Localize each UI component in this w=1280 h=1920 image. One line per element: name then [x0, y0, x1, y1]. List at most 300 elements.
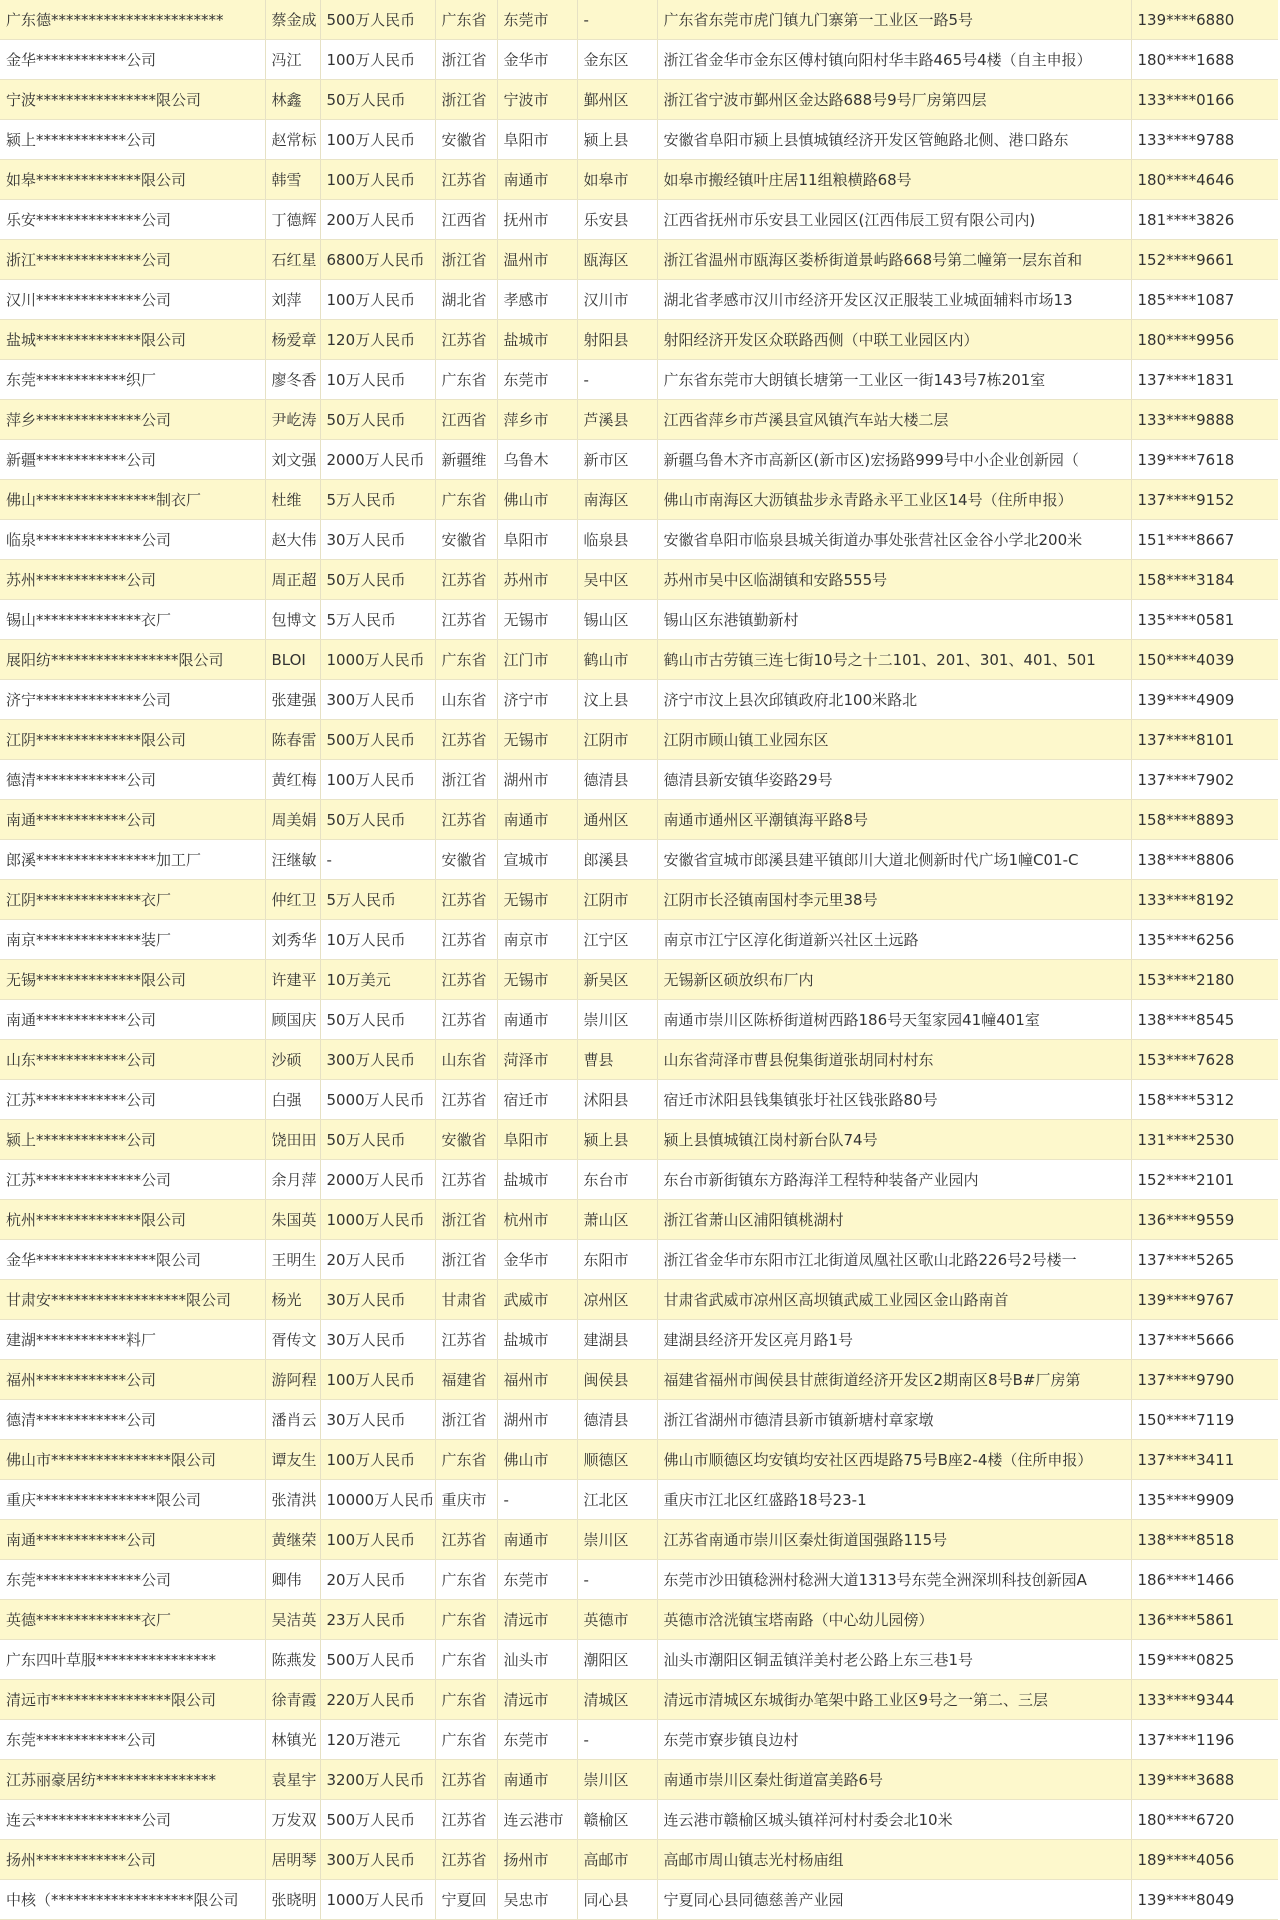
cell-address: 宁夏同心县同德慈善产业园 [657, 1880, 1131, 1920]
cell-district: 通州区 [577, 800, 657, 840]
cell-phone: 133****9888 [1131, 400, 1278, 440]
cell-phone: 159****0825 [1131, 1640, 1278, 1680]
cell-district: - [577, 360, 657, 400]
cell-address: 江西省抚州市乐安县工业园区(江西伟辰工贸有限公司内) [657, 200, 1131, 240]
cell-legal-rep: 万发双 [265, 1800, 320, 1840]
cell-capital: 100万人民币 [320, 1520, 435, 1560]
cell-city: 萍乡市 [497, 400, 577, 440]
cell-company: 福州************公司 [0, 1360, 265, 1400]
cell-province: 江苏省 [435, 1000, 497, 1040]
cell-capital: 300万人民币 [320, 680, 435, 720]
cell-phone: 150****4039 [1131, 640, 1278, 680]
table-row [0, 1720, 1278, 1760]
cell-address: 广东省东莞市大朗镇长塘第一工业区一街143号7栋201室 [657, 360, 1131, 400]
cell-capital: 2000万人民币 [320, 440, 435, 480]
cell-company: 宁波****************限公司 [0, 80, 265, 120]
cell-district: 如皋市 [577, 160, 657, 200]
cell-legal-rep: 陈燕发 [265, 1640, 320, 1680]
cell-company: 如皋**************限公司 [0, 160, 265, 200]
cell-address: 南通市崇川区秦灶街道富美路6号 [657, 1760, 1131, 1800]
cell-city: 金华市 [497, 40, 577, 80]
cell-legal-rep: 赵大伟 [265, 520, 320, 560]
cell-legal-rep: 袁星宇 [265, 1760, 320, 1800]
cell-province: 安徽省 [435, 120, 497, 160]
cell-legal-rep: 仲红卫 [265, 880, 320, 920]
cell-address: 湖北省孝感市汉川市经济开发区汉正服装工业城面辅料市场13 [657, 280, 1131, 320]
cell-city: 乌鲁木 [497, 440, 577, 480]
cell-province: 甘肃省 [435, 1280, 497, 1320]
cell-capital: 5万人民币 [320, 880, 435, 920]
cell-capital: 30万人民币 [320, 1400, 435, 1440]
cell-district: 江北区 [577, 1480, 657, 1520]
cell-phone: 137****9790 [1131, 1360, 1278, 1400]
cell-district: 德清县 [577, 1400, 657, 1440]
cell-district: 清城区 [577, 1680, 657, 1720]
cell-district: 闽侯县 [577, 1360, 657, 1400]
cell-phone: 133****9344 [1131, 1680, 1278, 1720]
cell-district: 东台市 [577, 1160, 657, 1200]
cell-province: 浙江省 [435, 40, 497, 80]
cell-legal-rep: 居明琴 [265, 1840, 320, 1880]
cell-city: 南通市 [497, 800, 577, 840]
cell-province: 广东省 [435, 360, 497, 400]
cell-company: 山东************公司 [0, 1040, 265, 1080]
cell-phone: 180****9956 [1131, 320, 1278, 360]
cell-city: 无锡市 [497, 960, 577, 1000]
cell-city: 盐城市 [497, 1160, 577, 1200]
cell-legal-rep: 黄红梅 [265, 760, 320, 800]
cell-company: 金华****************限公司 [0, 1240, 265, 1280]
cell-phone: 133****9788 [1131, 120, 1278, 160]
cell-capital: 2000万人民币 [320, 1160, 435, 1200]
cell-city: 东莞市 [497, 0, 577, 40]
cell-address: 安徽省阜阳市临泉县城关街道办事处张营社区金谷小学北200米 [657, 520, 1131, 560]
cell-capital: 1000万人民币 [320, 1880, 435, 1920]
cell-capital: 50万人民币 [320, 1120, 435, 1160]
cell-district: 金东区 [577, 40, 657, 80]
table-row [0, 1320, 1278, 1360]
cell-capital: 1000万人民币 [320, 1200, 435, 1240]
cell-address: 浙江省湖州市德清县新市镇新塘村章家墩 [657, 1400, 1131, 1440]
cell-legal-rep: 刘文强 [265, 440, 320, 480]
table-row [0, 80, 1278, 120]
cell-phone: 158****3184 [1131, 560, 1278, 600]
table-row [0, 1200, 1278, 1240]
cell-legal-rep: 张晓明 [265, 1880, 320, 1920]
cell-province: 浙江省 [435, 1200, 497, 1240]
table-row [0, 1440, 1278, 1480]
cell-company: 无锡**************限公司 [0, 960, 265, 1000]
table-row [0, 320, 1278, 360]
cell-province: 江苏省 [435, 960, 497, 1000]
cell-company: 连云**************公司 [0, 1800, 265, 1840]
cell-phone: 135****6256 [1131, 920, 1278, 960]
table-row [0, 840, 1278, 880]
cell-address: 重庆市江北区红盛路18号23-1 [657, 1480, 1131, 1520]
cell-province: 安徽省 [435, 1120, 497, 1160]
cell-province: 江苏省 [435, 1760, 497, 1800]
cell-company: 新疆************公司 [0, 440, 265, 480]
cell-address: 鹤山市古劳镇三连七街10号之十二101、201、301、401、501 [657, 640, 1131, 680]
cell-capital: 100万人民币 [320, 1440, 435, 1480]
cell-city: 武威市 [497, 1280, 577, 1320]
cell-district: 临泉县 [577, 520, 657, 560]
table-row [0, 800, 1278, 840]
cell-city: 阜阳市 [497, 1120, 577, 1160]
cell-province: 江苏省 [435, 560, 497, 600]
cell-phone: 180****4646 [1131, 160, 1278, 200]
cell-capital: 100万人民币 [320, 160, 435, 200]
cell-district: 英德市 [577, 1600, 657, 1640]
cell-phone: 135****0581 [1131, 600, 1278, 640]
cell-city: 南通市 [497, 1520, 577, 1560]
cell-district: 德清县 [577, 760, 657, 800]
cell-phone: 153****7628 [1131, 1040, 1278, 1080]
cell-company: 东莞************织厂 [0, 360, 265, 400]
cell-province: 广东省 [435, 1680, 497, 1720]
cell-district: 乐安县 [577, 200, 657, 240]
table-row [0, 1840, 1278, 1880]
cell-legal-rep: 黄继荣 [265, 1520, 320, 1560]
cell-company: 展阳纺*****************限公司 [0, 640, 265, 680]
cell-province: 新疆维 [435, 440, 497, 480]
cell-city: 苏州市 [497, 560, 577, 600]
cell-company: 佛山****************制衣厂 [0, 480, 265, 520]
cell-phone: 150****7119 [1131, 1400, 1278, 1440]
cell-company: 南通************公司 [0, 1520, 265, 1560]
cell-legal-rep: 陈春雷 [265, 720, 320, 760]
cell-capital: 220万人民币 [320, 1680, 435, 1720]
cell-phone: 152****2101 [1131, 1160, 1278, 1200]
table-row [0, 720, 1278, 760]
cell-address: 建湖县经济开发区亮月路1号 [657, 1320, 1131, 1360]
table-row [0, 440, 1278, 480]
cell-phone: 137****1831 [1131, 360, 1278, 400]
cell-city: 无锡市 [497, 880, 577, 920]
cell-company: 江阴**************限公司 [0, 720, 265, 760]
cell-phone: 139****7618 [1131, 440, 1278, 480]
table-row [0, 120, 1278, 160]
cell-address: 苏州市吴中区临湖镇和安路555号 [657, 560, 1131, 600]
cell-address: 佛山市顺德区均安镇均安社区西堤路75号B座2-4楼（住所申报） [657, 1440, 1131, 1480]
cell-address: 济宁市汶上县次邱镇政府北100米路北 [657, 680, 1131, 720]
cell-province: 江苏省 [435, 1800, 497, 1840]
table-row [0, 360, 1278, 400]
cell-address: 浙江省金华市东阳市江北街道凤凰社区歌山北路226号2号楼一 [657, 1240, 1131, 1280]
cell-district: 鹤山市 [577, 640, 657, 680]
table-row [0, 1360, 1278, 1400]
cell-city: 宣城市 [497, 840, 577, 880]
cell-legal-rep: 周正超 [265, 560, 320, 600]
cell-address: 无锡新区硕放织布厂内 [657, 960, 1131, 1000]
cell-province: 浙江省 [435, 760, 497, 800]
cell-city: 南通市 [497, 1760, 577, 1800]
cell-legal-rep: 许建平 [265, 960, 320, 1000]
cell-city: 清远市 [497, 1680, 577, 1720]
cell-capital: 500万人民币 [320, 1800, 435, 1840]
cell-province: 江苏省 [435, 1840, 497, 1880]
cell-phone: 152****9661 [1131, 240, 1278, 280]
cell-capital: 3200万人民币 [320, 1760, 435, 1800]
cell-address: 福建省福州市闽侯县甘蔗街道经济开发区2期南区8号B#厂房第 [657, 1360, 1131, 1400]
cell-capital: 100万人民币 [320, 40, 435, 80]
cell-company: 江苏丽豪居纺**************** [0, 1760, 265, 1800]
cell-capital: 5万人民币 [320, 480, 435, 520]
cell-capital: 30万人民币 [320, 520, 435, 560]
cell-phone: 139****8049 [1131, 1880, 1278, 1920]
cell-legal-rep: 冯江 [265, 40, 320, 80]
cell-legal-rep: 韩雪 [265, 160, 320, 200]
cell-city: 阜阳市 [497, 520, 577, 560]
cell-address: 江阴市长泾镇南国村李元里38号 [657, 880, 1131, 920]
cell-legal-rep: 沙硕 [265, 1040, 320, 1080]
cell-province: 广东省 [435, 1600, 497, 1640]
cell-address: 东台市新街镇东方路海洋工程特种装备产业园内 [657, 1160, 1131, 1200]
cell-province: 山东省 [435, 680, 497, 720]
cell-capital: 23万人民币 [320, 1600, 435, 1640]
table-row [0, 240, 1278, 280]
cell-legal-rep: 朱国英 [265, 1200, 320, 1240]
cell-province: 江苏省 [435, 880, 497, 920]
cell-address: 射阳经济开发区众联路西侧（中联工业园区内） [657, 320, 1131, 360]
cell-legal-rep: 包博文 [265, 600, 320, 640]
table-row [0, 1280, 1278, 1320]
cell-district: 汉川市 [577, 280, 657, 320]
cell-address: 如皋市搬经镇叶庄居11组粮横路68号 [657, 160, 1131, 200]
cell-province: 江苏省 [435, 800, 497, 840]
cell-address: 甘肃省武威市凉州区高坝镇武威工业园区金山路南首 [657, 1280, 1131, 1320]
cell-district: 崇川区 [577, 1760, 657, 1800]
cell-district: 颍上县 [577, 120, 657, 160]
table-row [0, 1480, 1278, 1520]
cell-company: 江阴**************衣厂 [0, 880, 265, 920]
table-row [0, 760, 1278, 800]
cell-phone: 137****7902 [1131, 760, 1278, 800]
cell-address: 佛山市南海区大沥镇盐步永青路永平工业区14号（住所申报） [657, 480, 1131, 520]
cell-address: 清远市清城区东城街办笔架中路工业区9号之一第二、三层 [657, 1680, 1131, 1720]
cell-legal-rep: 潘肖云 [265, 1400, 320, 1440]
cell-company: 重庆****************限公司 [0, 1480, 265, 1520]
cell-city: 温州市 [497, 240, 577, 280]
cell-company: 东莞**************公司 [0, 1560, 265, 1600]
cell-city: 东莞市 [497, 1720, 577, 1760]
table-row [0, 1240, 1278, 1280]
cell-company: 南通************公司 [0, 1000, 265, 1040]
table-row [0, 200, 1278, 240]
cell-province: 宁夏回 [435, 1880, 497, 1920]
cell-district: - [577, 1720, 657, 1760]
cell-phone: 137****9152 [1131, 480, 1278, 520]
cell-capital: 100万人民币 [320, 120, 435, 160]
cell-district: 凉州区 [577, 1280, 657, 1320]
cell-phone: 136****5861 [1131, 1600, 1278, 1640]
cell-legal-rep: 张清洪 [265, 1480, 320, 1520]
cell-city: 福州市 [497, 1360, 577, 1400]
cell-district: 江阴市 [577, 720, 657, 760]
cell-company: 广东四叶草服**************** [0, 1640, 265, 1680]
cell-city: 无锡市 [497, 600, 577, 640]
cell-address: 浙江省温州市瓯海区娄桥街道景屿路668号第二幢第一层东首和 [657, 240, 1131, 280]
cell-capital: 100万人民币 [320, 1360, 435, 1400]
cell-company: 江苏************公司 [0, 1080, 265, 1120]
cell-phone: 189****4056 [1131, 1840, 1278, 1880]
table-row [0, 680, 1278, 720]
cell-phone: 135****9909 [1131, 1480, 1278, 1520]
cell-city: 孝感市 [497, 280, 577, 320]
table-row [0, 960, 1278, 1000]
cell-legal-rep: 刘秀华 [265, 920, 320, 960]
cell-capital: 5000万人民币 [320, 1080, 435, 1120]
cell-phone: 137****8101 [1131, 720, 1278, 760]
cell-district: 汶上县 [577, 680, 657, 720]
cell-address: 南通市崇川区陈桥街道树西路186号天玺家园41幢401室 [657, 1000, 1131, 1040]
cell-legal-rep: BLOI [265, 640, 320, 680]
cell-address: 山东省菏泽市曹县倪集街道张胡同村村东 [657, 1040, 1131, 1080]
cell-address: 新疆乌鲁木齐市高新区(新市区)宏扬路999号中小企业创新园（ [657, 440, 1131, 480]
cell-province: 重庆市 [435, 1480, 497, 1520]
table-row [0, 1000, 1278, 1040]
cell-district: 建湖县 [577, 1320, 657, 1360]
cell-city: 南通市 [497, 160, 577, 200]
cell-legal-rep: 杨光 [265, 1280, 320, 1320]
cell-legal-rep: 周美娟 [265, 800, 320, 840]
cell-district: - [577, 1560, 657, 1600]
cell-province: 安徽省 [435, 520, 497, 560]
cell-company: 锡山**************衣厂 [0, 600, 265, 640]
cell-phone: 180****6720 [1131, 1800, 1278, 1840]
table-row [0, 0, 1278, 40]
cell-city: 东莞市 [497, 1560, 577, 1600]
cell-district: - [577, 0, 657, 40]
table-row [0, 40, 1278, 80]
cell-address: 浙江省金华市金东区傅村镇向阳村华丰路465号4楼（自主申报） [657, 40, 1131, 80]
cell-legal-rep: 白强 [265, 1080, 320, 1120]
cell-legal-rep: 饶田田 [265, 1120, 320, 1160]
cell-capital: 5万人民币 [320, 600, 435, 640]
cell-address: 安徽省阜阳市颍上县慎城镇经济开发区管鲍路北侧、港口路东 [657, 120, 1131, 160]
cell-legal-rep: 林鑫 [265, 80, 320, 120]
cell-legal-rep: 余月萍 [265, 1160, 320, 1200]
cell-company: 甘肃安******************限公司 [0, 1280, 265, 1320]
table-row [0, 920, 1278, 960]
cell-company: 盐城**************限公司 [0, 320, 265, 360]
cell-address: 广东省东莞市虎门镇九门寨第一工业区一路5号 [657, 0, 1131, 40]
cell-phone: 137****3411 [1131, 1440, 1278, 1480]
cell-city: 抚州市 [497, 200, 577, 240]
cell-phone: 185****1087 [1131, 280, 1278, 320]
table-row [0, 280, 1278, 320]
cell-city: 佛山市 [497, 1440, 577, 1480]
table-row [0, 1680, 1278, 1720]
cell-capital: 10000万人民币 [320, 1480, 435, 1520]
cell-city: 金华市 [497, 1240, 577, 1280]
cell-phone: 158****5312 [1131, 1080, 1278, 1120]
cell-company: 建湖************料厂 [0, 1320, 265, 1360]
table-row [0, 160, 1278, 200]
cell-province: 广东省 [435, 1440, 497, 1480]
cell-legal-rep: 赵常标 [265, 120, 320, 160]
cell-province: 江苏省 [435, 1320, 497, 1360]
cell-company: 东莞************公司 [0, 1720, 265, 1760]
cell-capital: 500万人民币 [320, 720, 435, 760]
cell-company: 佛山市****************限公司 [0, 1440, 265, 1480]
cell-legal-rep: 汪继敏 [265, 840, 320, 880]
cell-company: 中核（*******************限公司 [0, 1880, 265, 1920]
cell-city: 汕头市 [497, 1640, 577, 1680]
cell-city: 盐城市 [497, 320, 577, 360]
cell-capital: 300万人民币 [320, 1840, 435, 1880]
cell-address: 安徽省宣城市郎溪县建平镇郎川大道北侧新时代广场1幢C01-C [657, 840, 1131, 880]
cell-capital: 50万人民币 [320, 80, 435, 120]
cell-province: 江苏省 [435, 1160, 497, 1200]
cell-address: 德清县新安镇华姿路29号 [657, 760, 1131, 800]
cell-capital: 20万人民币 [320, 1560, 435, 1600]
cell-district: 射阳县 [577, 320, 657, 360]
cell-city: 东莞市 [497, 360, 577, 400]
cell-capital: 500万人民币 [320, 1640, 435, 1680]
cell-phone: 181****3826 [1131, 200, 1278, 240]
cell-district: 锡山区 [577, 600, 657, 640]
cell-province: 江苏省 [435, 1520, 497, 1560]
cell-company: 金华************公司 [0, 40, 265, 80]
table-row [0, 1560, 1278, 1600]
cell-city: 扬州市 [497, 1840, 577, 1880]
table-row [0, 1880, 1278, 1920]
cell-legal-rep: 石红星 [265, 240, 320, 280]
table-row [0, 880, 1278, 920]
table-row [0, 560, 1278, 600]
cell-city: 佛山市 [497, 480, 577, 520]
cell-company: 济宁**************公司 [0, 680, 265, 720]
table-row [0, 520, 1278, 560]
cell-phone: 151****8667 [1131, 520, 1278, 560]
cell-company: 浙江**************公司 [0, 240, 265, 280]
cell-province: 江苏省 [435, 720, 497, 760]
cell-province: 广东省 [435, 1640, 497, 1680]
cell-legal-rep: 吴洁英 [265, 1600, 320, 1640]
cell-district: 赣榆区 [577, 1800, 657, 1840]
cell-phone: 137****5666 [1131, 1320, 1278, 1360]
cell-province: 江苏省 [435, 160, 497, 200]
cell-district: 南海区 [577, 480, 657, 520]
cell-province: 浙江省 [435, 80, 497, 120]
cell-phone: 158****8893 [1131, 800, 1278, 840]
cell-city: 盐城市 [497, 1320, 577, 1360]
cell-capital: 30万人民币 [320, 1320, 435, 1360]
cell-legal-rep: 游阿程 [265, 1360, 320, 1400]
cell-phone: 137****5265 [1131, 1240, 1278, 1280]
cell-province: 江西省 [435, 200, 497, 240]
cell-legal-rep: 刘萍 [265, 280, 320, 320]
cell-province: 广东省 [435, 480, 497, 520]
cell-city: 吴忠市 [497, 1880, 577, 1920]
cell-legal-rep: 尹屹涛 [265, 400, 320, 440]
cell-legal-rep: 王明生 [265, 1240, 320, 1280]
cell-legal-rep: 胥传文 [265, 1320, 320, 1360]
cell-legal-rep: 蔡金成 [265, 0, 320, 40]
cell-capital: - [320, 840, 435, 880]
table-row [0, 1400, 1278, 1440]
cell-company: 英德**************衣厂 [0, 1600, 265, 1640]
cell-province: 广东省 [435, 640, 497, 680]
cell-phone: 138****8545 [1131, 1000, 1278, 1040]
cell-capital: 10万人民币 [320, 920, 435, 960]
cell-legal-rep: 杨爱章 [265, 320, 320, 360]
cell-company: 广东德*********************** [0, 0, 265, 40]
cell-capital: 50万人民币 [320, 800, 435, 840]
table-row [0, 1040, 1278, 1080]
table-row [0, 400, 1278, 440]
